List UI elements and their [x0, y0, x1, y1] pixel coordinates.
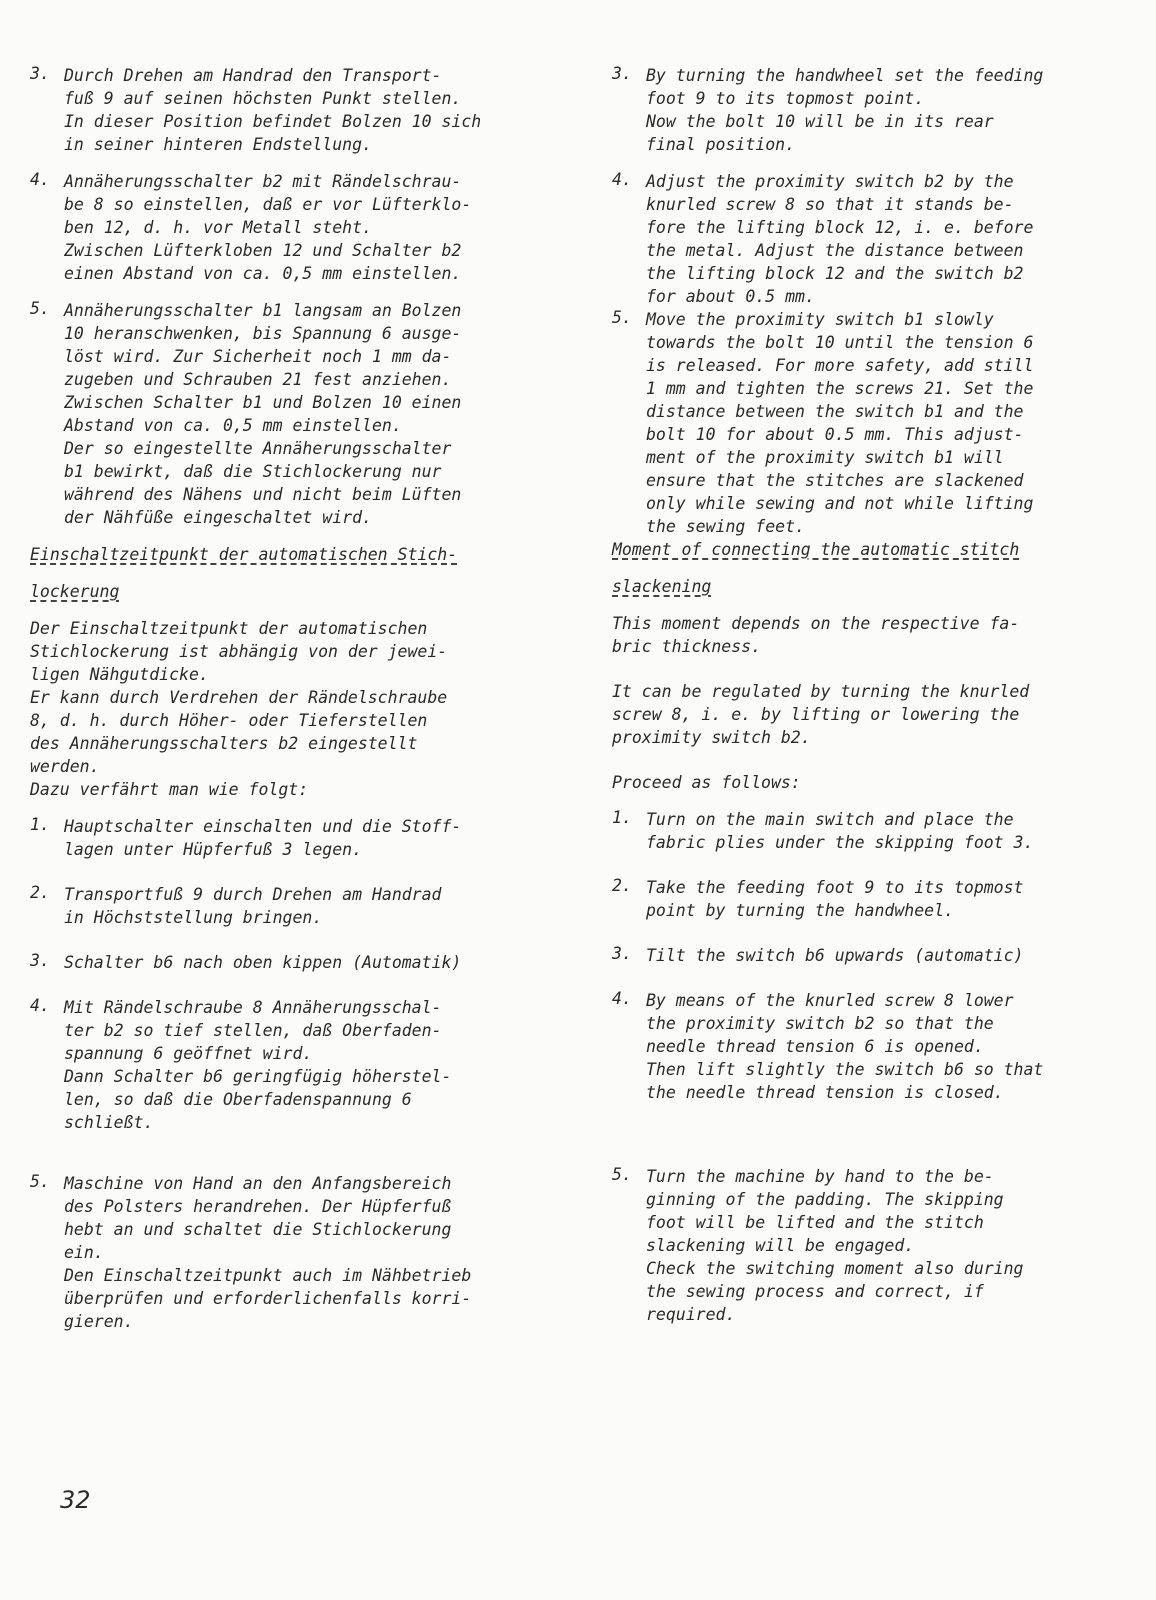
text-line: the sewing feet. [646, 517, 805, 536]
text-line: Maschine von Hand an den Anfangsbereich [64, 1174, 452, 1193]
text-line: In dieser Position befindet Bolzen 10 sich [64, 112, 482, 131]
list-item-number: 5. [612, 308, 632, 327]
text-line: Dazu verfährt man wie folgt: [30, 780, 309, 799]
list-item-number: 3. [612, 944, 632, 963]
text-line: spannung 6 geöffnet wird. [64, 1044, 313, 1063]
text-line: in Höchststellung bringen. [64, 908, 323, 927]
list-item [30, 951, 575, 974]
english-intro-paragraph-2 [612, 680, 1132, 749]
text-line: Now the bolt 10 will be in its rear [646, 112, 994, 131]
text-line: Zwischen Schalter b1 und Bolzen 10 einen [64, 393, 462, 412]
list-item [30, 64, 575, 156]
text-line: Tilt the switch b6 upwards (automatic) [646, 946, 1024, 965]
text-line: Zwischen Lüfterkloben 12 und Schalter b2 [64, 241, 462, 260]
text-line: b1 bewirkt, daß die Stichlockerung nur [64, 462, 442, 481]
text-line: bric thickness. [612, 637, 762, 656]
list-item [612, 1165, 1132, 1326]
text-line: in seiner hinteren Endstellung. [64, 135, 372, 154]
text-line: slackening [612, 577, 712, 596]
text-line: Take the feeding foot 9 to its topmost [646, 878, 1024, 897]
text-line: Check the switching moment also during [646, 1259, 1024, 1278]
list-item [612, 808, 1132, 854]
text-line: gieren. [64, 1312, 134, 1331]
text-line: is released. For more safety, add still [646, 356, 1034, 375]
list-item-number: 4. [30, 170, 50, 189]
english-steps-adjustment [612, 64, 1132, 538]
list-item-number: 5. [612, 1165, 632, 1184]
text-line: überprüfen und erforderlichenfalls korri- [64, 1289, 472, 1308]
text-line: der Nähfüße eingeschaltet wird. [64, 508, 372, 527]
text-line: 8, d. h. durch Höher- oder Tieferstellen [30, 711, 428, 730]
text-line: fabric plies under the skipping foot 3. [646, 833, 1034, 852]
list-item-number: 5. [30, 1172, 50, 1191]
text-line: Annäherungsschalter b2 mit Rändelschrau- [64, 172, 462, 191]
english-column [612, 64, 1132, 1326]
text-line: Der so eingestellte Annäherungsschalter [64, 439, 452, 458]
text-line: während des Nähens und nicht beim Lüften [64, 485, 462, 504]
text-line: des Annäherungsschalters b2 eingestellt [30, 734, 418, 753]
text-line: the proximity switch b2 so that the [646, 1014, 994, 1033]
text-line: be 8 so einstellen, daß er vor Lüfterklo- [64, 195, 472, 214]
german-section-heading [30, 543, 575, 603]
list-item-number: 3. [30, 64, 50, 83]
list-item [30, 815, 575, 861]
text-line: Er kann durch Verdrehen der Rändelschraube [30, 688, 448, 707]
text-line: Dann Schalter b6 geringfügig höherstel- [64, 1067, 452, 1086]
text-line: hebt an und schaltet die Stichlockerung [64, 1220, 452, 1239]
text-line: ensure that the stitches are slackened [646, 471, 1024, 490]
text-line: the metal. Adjust the distance between [646, 241, 1024, 260]
list-item [612, 989, 1132, 1104]
text-line: This moment depends on the respective fa- [612, 614, 1020, 633]
text-line: len, so daß die Oberfadenspannung 6 [64, 1090, 412, 1109]
text-line: Turn the machine by hand to the be- [646, 1167, 994, 1186]
text-line: werden. [30, 757, 100, 776]
list-item [30, 883, 575, 929]
text-line: Mit Rändelschraube 8 Annäherungsschal- [64, 998, 442, 1017]
german-intro-paragraph [30, 617, 575, 801]
english-steps-timing [612, 808, 1132, 1326]
text-line: Der Einschaltzeitpunkt der automatischen [30, 619, 428, 638]
text-line: Annäherungsschalter b1 langsam an Bolzen [64, 301, 462, 320]
list-item-number: 1. [612, 808, 632, 827]
text-line: des Polsters herandrehen. Der Hüpferfuß [64, 1197, 452, 1216]
text-line: By turning the handwheel set the feeding [646, 66, 1044, 85]
text-line: final position. [646, 135, 796, 154]
list-item-number: 5. [30, 299, 50, 318]
text-line: schließt. [64, 1113, 154, 1132]
text-line: fore the lifting block 12, i. e. before [646, 218, 1034, 237]
german-steps-timing [30, 815, 575, 1333]
text-line: for about 0.5 mm. [646, 287, 815, 306]
list-item-number: 2. [612, 876, 632, 895]
text-line: einen Abstand von ca. 0,5 mm einstellen. [64, 264, 462, 283]
text-line: Einschaltzeitpunkt der automatischen Stich- [30, 545, 458, 564]
text-line: slackening will be engaged. [646, 1236, 915, 1255]
text-line: lockerung [30, 582, 120, 601]
text-line: ben 12, d. h. vor Metall steht. [64, 218, 372, 237]
list-item-number: 4. [612, 170, 632, 189]
list-item-number: 1. [30, 815, 50, 834]
text-line: screw 8, i. e. by lifting or lowering the [612, 705, 1020, 724]
list-item [30, 1172, 575, 1333]
text-line: the sewing process and correct, if [646, 1282, 984, 1301]
list-item-number: 4. [30, 996, 50, 1015]
text-line: By means of the knurled screw 8 lower [646, 991, 1014, 1010]
list-item [30, 170, 575, 285]
text-line: Schalter b6 nach oben kippen (Automatik) [64, 953, 462, 972]
english-intro-paragraph-1 [612, 612, 1132, 658]
text-line: Hauptschalter einschalten und die Stoff- [64, 817, 462, 836]
text-line: point by turning the handwheel. [646, 901, 954, 920]
list-item-number: 3. [30, 951, 50, 970]
text-line: zugeben und Schrauben 21 fest anziehen. [64, 370, 452, 389]
text-line: 1 mm and tighten the screws 21. Set the [646, 379, 1034, 398]
list-item [612, 876, 1132, 922]
text-line: It can be regulated by turning the knurled [612, 682, 1030, 701]
list-item-number: 3. [612, 64, 632, 83]
text-line: distance between the switch b1 and the [646, 402, 1024, 421]
text-line: Transportfuß 9 durch Drehen am Handrad [64, 885, 442, 904]
text-line: Proceed as follows: [612, 773, 801, 792]
text-line: only while sewing and not while lifting [646, 494, 1034, 513]
text-line: needle thread tension 6 is opened. [646, 1037, 984, 1056]
text-line: Turn on the main switch and place the [646, 810, 1014, 829]
list-item [30, 996, 575, 1134]
page-number: 32 [60, 1486, 91, 1514]
text-line: ligen Nähgutdicke. [30, 665, 209, 684]
list-item [612, 944, 1132, 967]
text-line: towards the bolt 10 until the tension 6 [646, 333, 1034, 352]
text-line: fuß 9 auf seinen höchsten Punkt stellen. [64, 89, 462, 108]
text-line: foot will be lifted and the stitch [646, 1213, 984, 1232]
text-line: löst wird. Zur Sicherheit noch 1 mm da- [64, 347, 452, 366]
text-line: required. [646, 1305, 736, 1324]
english-section-heading [612, 538, 1132, 598]
text-line: ter b2 so tief stellen, daß Oberfaden- [64, 1021, 442, 1040]
text-line: foot 9 to its topmost point. [646, 89, 925, 108]
text-line: ein. [64, 1243, 104, 1262]
english-intro-paragraph-3 [612, 771, 1132, 794]
text-line: ment of the proximity switch b1 will [646, 448, 1004, 467]
text-line: Move the proximity switch b1 slowly [646, 310, 994, 329]
german-column [30, 64, 575, 1333]
german-steps-adjustment [30, 64, 575, 529]
text-line: Den Einschaltzeitpunkt auch im Nähbetrieb [64, 1266, 472, 1285]
text-line: Then lift slightly the switch b6 so that [646, 1060, 1044, 1079]
text-line: the lifting block 12 and the switch b2 [646, 264, 1024, 283]
list-item [612, 308, 1132, 538]
text-line: 10 heranschwenken, bis Spannung 6 ausge- [64, 324, 462, 343]
list-item [30, 299, 575, 529]
text-line: Stichlockerung ist abhängig von der jewei- [30, 642, 448, 661]
list-item-number: 4. [612, 989, 632, 1008]
list-item [612, 170, 1132, 308]
text-line: Durch Drehen am Handrad den Transport- [64, 66, 442, 85]
text-line: Abstand von ca. 0,5 mm einstellen. [64, 416, 402, 435]
text-line: ginning of the padding. The skipping [646, 1190, 1004, 1209]
text-line: the needle thread tension is closed. [646, 1083, 1004, 1102]
text-line: Moment of connecting the automatic stitch [612, 540, 1020, 559]
list-item-number: 2. [30, 883, 50, 902]
text-line: bolt 10 for about 0.5 mm. This adjust- [646, 425, 1024, 444]
text-line: lagen unter Hüpferfuß 3 legen. [64, 840, 363, 859]
text-line: knurled screw 8 so that it stands be- [646, 195, 1014, 214]
list-item [612, 64, 1132, 156]
text-line: Adjust the proximity switch b2 by the [646, 172, 1014, 191]
text-line: proximity switch b2. [612, 728, 811, 747]
